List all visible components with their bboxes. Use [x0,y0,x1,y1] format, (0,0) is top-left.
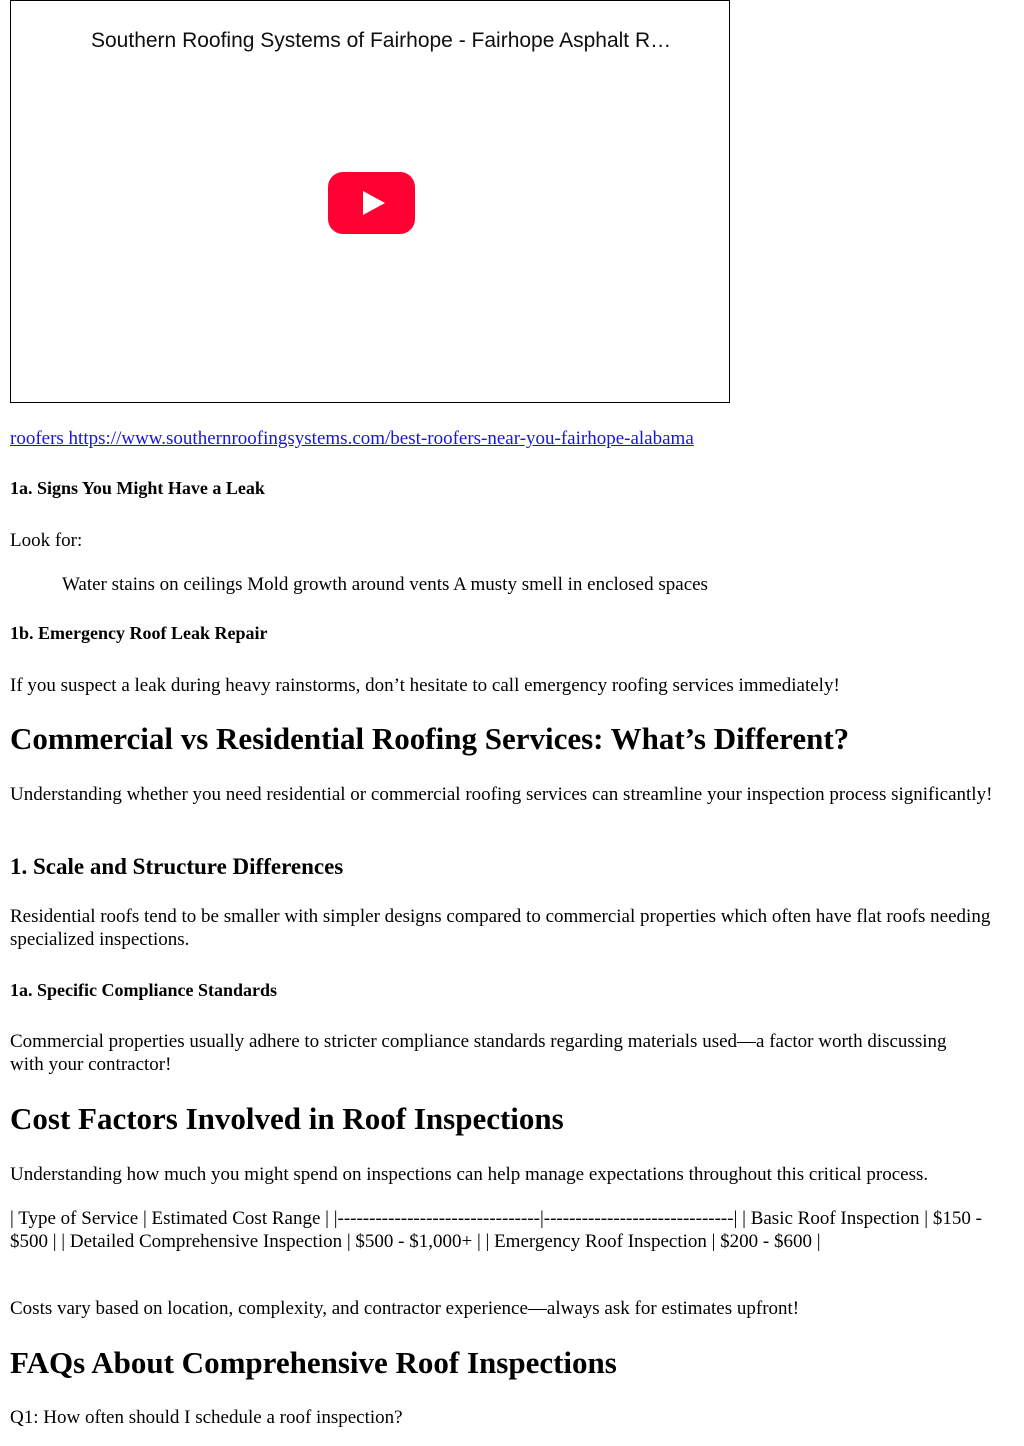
compliance-paragraph: Commercial properties usually adhere to stricter compliance standards regarding materials used—a factor worth discussing with your contractor! [10,1031,947,1075]
heading-emergency-repair: 1b. Emergency Roof Leak Repair [10,623,268,643]
commercial-intro-paragraph: Understanding whether you need residential or commercial roofing services can streamline your inspection process significantly! [10,784,993,805]
heading-signs-leak: 1a. Signs You Might Have a Leak [10,478,265,498]
embedded-video-player[interactable] [10,0,730,403]
heading-scale-structure: 1. Scale and Structure Differences [10,854,344,879]
cost-intro-paragraph: Understanding how much you might spend on inspections can help manage expectations throughout this critical process. [10,1164,929,1185]
roofers-link[interactable]: roofers https://www.southernroofingsystems.com/best-roofers-near-you-fairhope-alabama [10,428,694,449]
heading-cost-factors: Cost Factors Involved in Roof Inspections [10,1101,564,1136]
faq-question-1: Q1: How often should I schedule a roof inspection? [10,1407,403,1428]
emergency-paragraph: If you suspect a leak during heavy rainstorms, don’t hesitate to call emergency roofing services immediately! [10,675,840,696]
video-title[interactable]: Southern Roofing Systems of Fairhope - Fairhope Asphalt R… [91,29,672,52]
cost-note-paragraph: Costs vary based on location, complexity, and contractor experience—always ask for estimates upfront! [10,1298,800,1319]
play-button[interactable] [328,172,415,234]
heading-faqs: FAQs About Comprehensive Roof Inspections [10,1345,617,1380]
cost-table-text: | Type of Service | Estimated Cost Range | |--------------------------------|------------------------------| | Basic Roof Inspection | $150 - $500 | | Detailed Comprehensive Inspection | $500 - $1,000+ | | Emergency Roof Inspection | $200 - $600 | [10,1208,982,1252]
look-for-text: Look for: [10,530,83,551]
play-icon [328,172,415,234]
heading-commercial-vs-residential: Commercial vs Residential Roofing Services: What’s Different? [10,721,850,756]
leak-signs-list: Water stains on ceilings Mold growth around vents A musty smell in enclosed spaces [62,574,708,595]
scale-paragraph: Residential roofs tend to be smaller with simpler designs compared to commercial properties which often have flat roofs needing specialized inspections. [10,906,991,950]
heading-compliance-standards: 1a. Specific Compliance Standards [10,980,278,1000]
